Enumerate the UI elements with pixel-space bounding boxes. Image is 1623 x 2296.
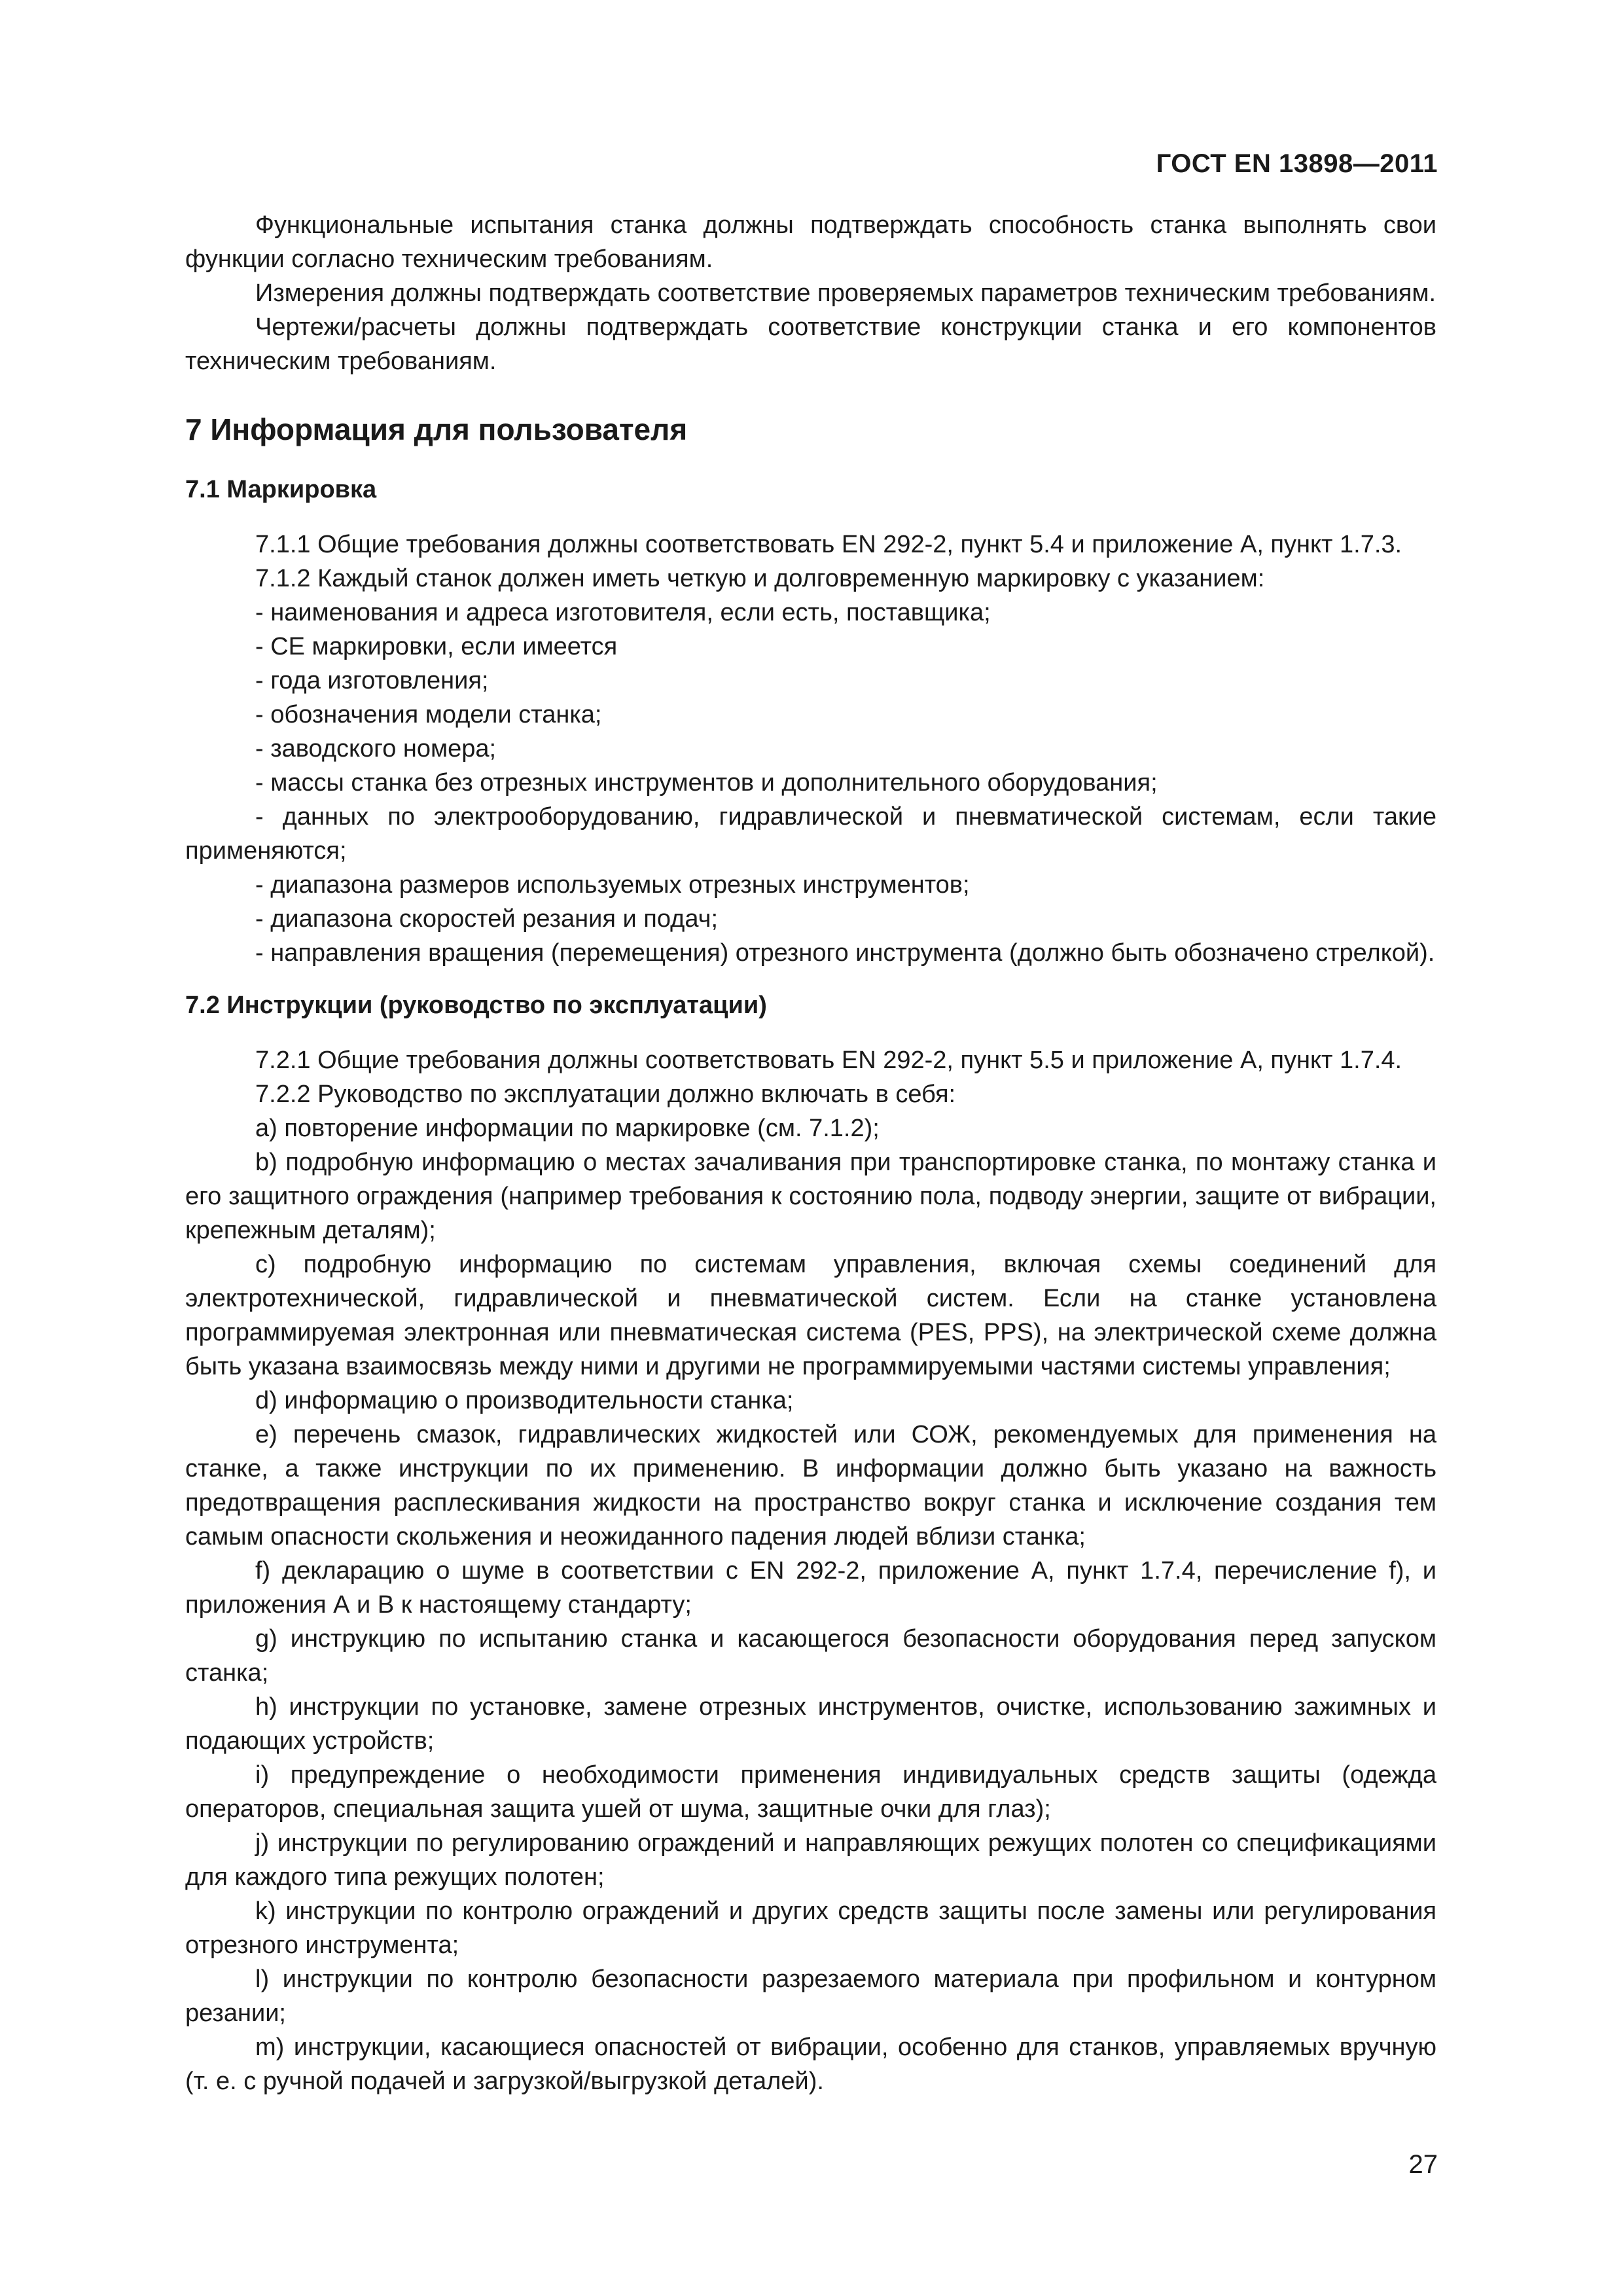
list-item: - года изготовления; bbox=[255, 667, 489, 694]
list-item: g) инструкцию по испытанию станка и касающегося безопасности оборудования перед запуском станка; bbox=[185, 1625, 1436, 1687]
section-7-1-heading: 7.1 Маркировка bbox=[185, 476, 377, 503]
list-item: j) инструкции по регулированию ограждений и направляющих режущих полотен со спецификациями для каждого типа режущих полотен; bbox=[185, 1829, 1436, 1891]
intro-paragraph-1: Функциональные испытания станка должны подтверждать способность станка выполнять свои функции согласно техническим требованиям. bbox=[185, 211, 1436, 273]
list-item: b) подробную информацию о местах зачаливания при транспортировке станка, по монтажу станка и его защитного ограждения (например требования к состоянию пола, подводу энергии, защите от вибрации, крепежным деталям); bbox=[185, 1149, 1436, 1244]
manual-contents-list bbox=[185, 1111, 1436, 2098]
list-item: - наименования и адреса изготовителя, если есть, поставщика; bbox=[255, 599, 991, 626]
section-7-title: 7 Информация для пользователя bbox=[185, 412, 688, 446]
section-7-heading bbox=[185, 411, 1436, 448]
list-item: - массы станка без отрезных инструментов и дополнительного оборудования; bbox=[255, 769, 1158, 797]
page-number: 27 bbox=[1408, 2150, 1438, 2179]
document-id-header: ГОСТ EN 13898—2011 bbox=[1156, 149, 1438, 178]
list-item: - диапазона скоростей резания и подач; bbox=[255, 905, 719, 933]
intro-paragraph-3: Чертежи/расчеты должны подтверждать соответствие конструкции станка и его компонентов техническим требованиям. bbox=[185, 314, 1436, 375]
section-7-2-heading: 7.2 Инструкции (руководство по эксплуатации) bbox=[185, 992, 767, 1019]
list-item: - заводского номера; bbox=[255, 735, 497, 762]
section-7-2-1: 7.2.1 Общие требования должны соответствовать EN 292-2, пункт 5.5 и приложение А, пункт 1.7.4. bbox=[255, 1047, 1402, 1074]
section-7-2-2: 7.2.2 Руководство по эксплуатации должно включать в себя: bbox=[255, 1081, 956, 1108]
list-item: h) инструкции по установке, замене отрезных инструментов, очистке, использованию зажимных и подающих устройств; bbox=[185, 1693, 1436, 1755]
page-content bbox=[185, 208, 1436, 2098]
list-item: l) инструкции по контролю безопасности разрезаемого материала при профильном и контурном резании; bbox=[185, 1965, 1436, 2027]
intro-paragraph-2: Измерения должны подтверждать соответствие проверяемых параметров техническим требованиям. bbox=[255, 279, 1436, 307]
list-item: i) предупреждение о необходимости применения индивидуальных средств защиты (одежда операторов, специальная защита ушей от шума, защитные очки для глаз); bbox=[185, 1761, 1436, 1823]
marking-list bbox=[185, 596, 1436, 970]
list-item: f) декларацию о шуме в соответствии с EN 292-2, приложение А, пункт 1.7.4, перечисление f), и приложения А и В к настоящему стандарту; bbox=[185, 1557, 1436, 1619]
list-item: - обозначения модели станка; bbox=[255, 701, 602, 728]
list-item: - данных по электрооборудованию, гидравлической и пневматической системам, если такие применяются; bbox=[185, 803, 1436, 865]
list-item: - диапазона размеров используемых отрезных инструментов; bbox=[255, 871, 970, 899]
list-item: а) повторение информации по маркировке (см. 7.1.2); bbox=[255, 1115, 880, 1142]
list-item: - направления вращения (перемещения) отрезного инструмента (должно быть обозначено стрелкой). bbox=[255, 939, 1435, 967]
list-item: d) информацию о производительности станка; bbox=[255, 1387, 794, 1414]
list-item: m) инструкции, касающиеся опасностей от вибрации, особенно для станков, управляемых вручную (т. е. с ручной подачей и загрузкой/выгрузкой деталей). bbox=[185, 2034, 1436, 2095]
section-7-1-1: 7.1.1 Общие требования должны соответствовать EN 292-2, пункт 5.4 и приложение А, пункт 1.7.3. bbox=[255, 531, 1402, 558]
list-item: с) подробную информацию по системам управления, включая схемы соединений для электротехнической, гидравлической и пневматической систем. Если на станке установлена программируемая электронная или пневматическая система (PES, PPS), на электрической схеме должна быть указана взаимосвязь между ними и другими не программируемыми частями системы управления; bbox=[185, 1251, 1436, 1380]
section-7-1-2: 7.1.2 Каждый станок должен иметь четкую и долговременную маркировку с указанием: bbox=[255, 565, 1265, 592]
list-item: k) инструкции по контролю ограждений и других средств защиты после замены или регулирования отрезного инструмента; bbox=[185, 1897, 1436, 1959]
list-item: - CE маркировки, если имеется bbox=[255, 633, 618, 660]
list-item: е) перечень смазок, гидравлических жидкостей или СОЖ, рекомендуемых для применения на станке, а также инструкции по их применению. В информации должно быть указано на важность предотвращения расплескивания жидкости на пространство вокруг станка и исключение создания тем самым опасности скольжения и неожиданного падения людей вблизи станка; bbox=[185, 1421, 1436, 1551]
